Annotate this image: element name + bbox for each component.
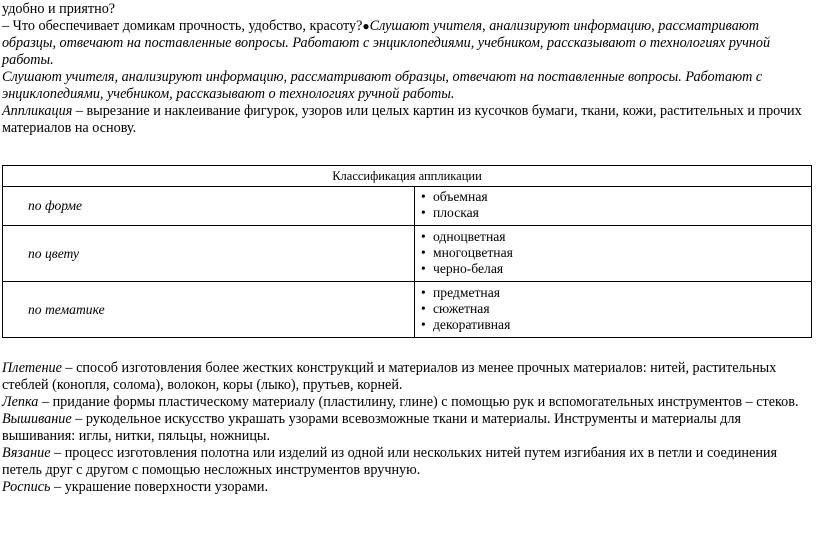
definition-term: Лепка [2,394,39,410]
values-list [415,285,811,333]
definition-text: – рукодельное искусство украшать узорами всевозможные ткани и материалы. Инструменты и материалы для вышивания: иглы, нитки, пяльцы, ножницы. [2,411,742,444]
values-cell [415,187,812,226]
definition-paragraph [2,411,810,445]
activity-paragraph: Слушают учителя, анализируют информацию, рассматривают образцы, отвечают на поставленные вопросы. Работают с энциклопедиями, учебником, рассказывают о технологиях ручной работы. [2,69,763,102]
definition-text: – способ изготовления более жестких конструкций и материалов из менее прочных материалов: нитей, растительных стеблей (конопля, солома), волокон, коры (лыко), прутьев, корней. [2,360,777,393]
category-cell: по цвету [3,226,415,282]
table-row [3,282,812,338]
document-top [2,1,810,137]
category-cell: по тематике [3,282,415,338]
list-item: • предметная [421,285,811,301]
values-list [415,229,811,277]
definition-text: – украшение поверхности узорами. [50,479,268,495]
definition-term: Аппликация [2,103,73,119]
values-list [415,189,811,221]
question-paragraph [2,18,810,69]
values-cell [415,226,812,282]
table-row [3,226,812,282]
list-item: • многоцветная [421,245,811,261]
definition-paragraph [2,445,810,479]
table-row [3,187,812,226]
definitions-section [2,360,810,496]
list-item: • объемная [421,189,811,205]
list-item: • одноцветная [421,229,811,245]
definition-term: Роспись [2,479,51,495]
definition-term: Вышивание [2,411,72,427]
definition-paragraph [2,479,810,496]
activity-text: Слушают учителя, анализируют информацию, рассматривают образцы, отвечают на поставленные вопросы. Работают с энциклопедиями, учебником, рассказывают о технологиях ручной работы. [2,18,771,68]
list-item: • декоративная [421,317,811,333]
list-item: • черно-белая [421,261,811,277]
table-header: Классификация аппликации [3,166,812,187]
values-cell [415,282,812,338]
list-item: • сюжетная [421,301,811,317]
definition-term: Плетение [2,360,62,376]
definition-paragraph [2,360,810,394]
bullet-icon: ● [362,19,370,33]
definition-term: Вязание [2,445,51,461]
classification-table [2,165,812,338]
definition-text: – придание формы пластическому материалу (пластилину, глине) с помощью рук и вспомогательных инструментов – стеков. [38,394,799,410]
definition-text: – процесс изготовления полотна или изделий из одной или нескольких нитей путем изгибания их в петли и соединения петель друг с другом с помощью несложных инструментов вручную. [2,445,778,478]
applique-definition [2,103,810,137]
text-line: удобно и приятно? [2,1,116,17]
definition-text: – вырезание и наклеивание фигурок, узоров или целых картин из кусочков бумаги, ткани, кожи, растительных и прочих материалов на основу. [2,103,802,136]
question-text: – Что обеспечивает домикам прочность, удобство, красоту? [2,18,363,34]
list-item: • плоская [421,205,811,221]
definition-paragraph [2,394,810,411]
category-cell: по форме [3,187,415,226]
